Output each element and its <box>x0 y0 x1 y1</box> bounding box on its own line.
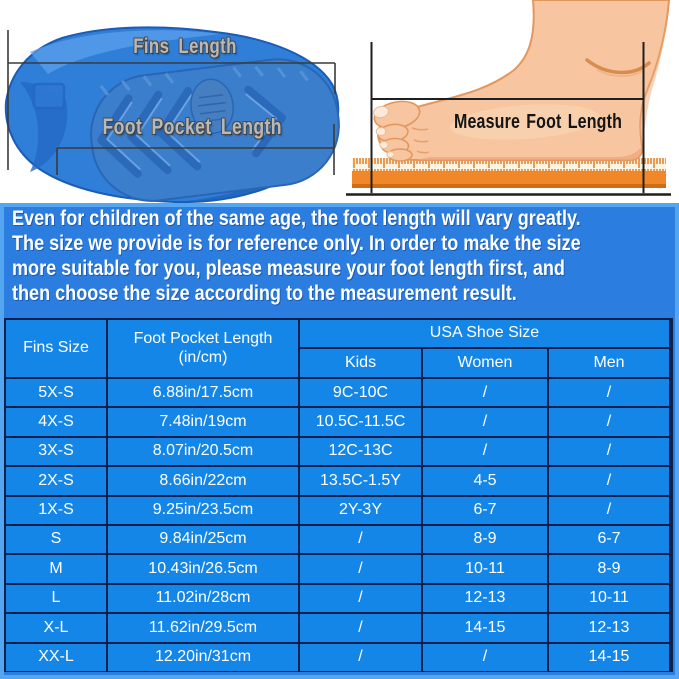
table-cell: / <box>549 379 669 406</box>
table-cell: 11.62in/29.5cm <box>108 614 298 641</box>
table-cell: 6-7 <box>549 526 669 553</box>
header-kids: Kids <box>300 349 421 377</box>
header-foot-pocket-length-line2: (in/cm) <box>178 348 228 366</box>
table-cell: 12-13 <box>423 585 547 612</box>
table-cell: / <box>300 555 421 582</box>
sizing-notice <box>12 206 674 306</box>
fin-buckle <box>34 84 64 108</box>
foot-illustration <box>340 0 679 205</box>
table-cell: 9.25in/23.5cm <box>108 497 298 524</box>
table-cell: 10-11 <box>549 585 669 612</box>
table-cell: 11.02in/28cm <box>108 585 298 612</box>
table-cell: X-L <box>6 614 106 641</box>
table-cell: / <box>423 644 547 671</box>
table-cell: 7.48in/19cm <box>108 408 298 435</box>
header-foot-pocket-length <box>108 320 298 377</box>
header-women: Women <box>423 349 547 377</box>
table-cell: / <box>423 379 547 406</box>
table-cell: 4X-S <box>6 408 106 435</box>
table-cell: 2X-S <box>6 467 106 494</box>
foot-pocket-length-label: Foot Pocket Length <box>102 114 282 139</box>
table-cell: 12-13 <box>549 614 669 641</box>
header-usa-shoe-size: USA Shoe Size <box>300 320 669 347</box>
table-cell: / <box>549 497 669 524</box>
table-cell: S <box>6 526 106 553</box>
ruler <box>352 158 666 188</box>
measure-foot-length-label: Measure Foot Length <box>454 111 623 133</box>
table-cell: / <box>300 585 421 612</box>
notice-line: more suitable for you, please measure your foot length first, and <box>12 256 565 280</box>
foot <box>372 0 669 161</box>
table-cell: 9C-10C <box>300 379 421 406</box>
size-table <box>4 318 673 672</box>
table-cell: / <box>423 408 547 435</box>
table-cell: 14-15 <box>549 644 669 671</box>
notice-line: Even for children of the same age, the foot length will vary greatly. <box>12 206 581 230</box>
table-cell: 10.5C-11.5C <box>300 408 421 435</box>
header-foot-pocket-length-line1: Foot Pocket Length <box>133 330 273 348</box>
table-cell: / <box>549 438 669 465</box>
table-cell: XX-L <box>6 644 106 671</box>
table-cell: 4-5 <box>423 467 547 494</box>
table-cell: / <box>549 467 669 494</box>
table-cell: 2Y-3Y <box>300 497 421 524</box>
table-cell: 12C-13C <box>300 438 421 465</box>
table-cell: / <box>423 438 547 465</box>
table-cell: 3X-S <box>6 438 106 465</box>
table-cell: 10.43in/26.5cm <box>108 555 298 582</box>
table-cell: 6.88in/17.5cm <box>108 379 298 406</box>
measurement-diagrams <box>0 0 679 203</box>
table-cell: 5X-S <box>6 379 106 406</box>
fins-length-label: Fins Length <box>133 35 237 58</box>
table-cell: 9.84in/25cm <box>108 526 298 553</box>
table-cell: L <box>6 585 106 612</box>
header-men: Men <box>549 349 669 377</box>
table-cell: 8.66in/22cm <box>108 467 298 494</box>
table-cell: 6-7 <box>423 497 547 524</box>
table-cell: M <box>6 555 106 582</box>
table-cell: 12.20in/31cm <box>108 644 298 671</box>
table-cell: 8-9 <box>423 526 547 553</box>
table-cell: 14-15 <box>423 614 547 641</box>
table-cell: / <box>300 644 421 671</box>
header-fins-size: Fins Size <box>6 320 106 377</box>
notice-line: The size we provide is for reference only. In order to make the size <box>12 231 581 255</box>
table-cell: / <box>300 614 421 641</box>
table-cell: 1X-S <box>6 497 106 524</box>
table-cell: 8.07in/20.5cm <box>108 438 298 465</box>
table-cell: 13.5C-1.5Y <box>300 467 421 494</box>
table-cell: / <box>300 526 421 553</box>
table-cell: / <box>549 408 669 435</box>
table-cell: 10-11 <box>423 555 547 582</box>
notice-line: then choose the size according to the measurement result. <box>12 281 517 305</box>
table-cell: 8-9 <box>549 555 669 582</box>
